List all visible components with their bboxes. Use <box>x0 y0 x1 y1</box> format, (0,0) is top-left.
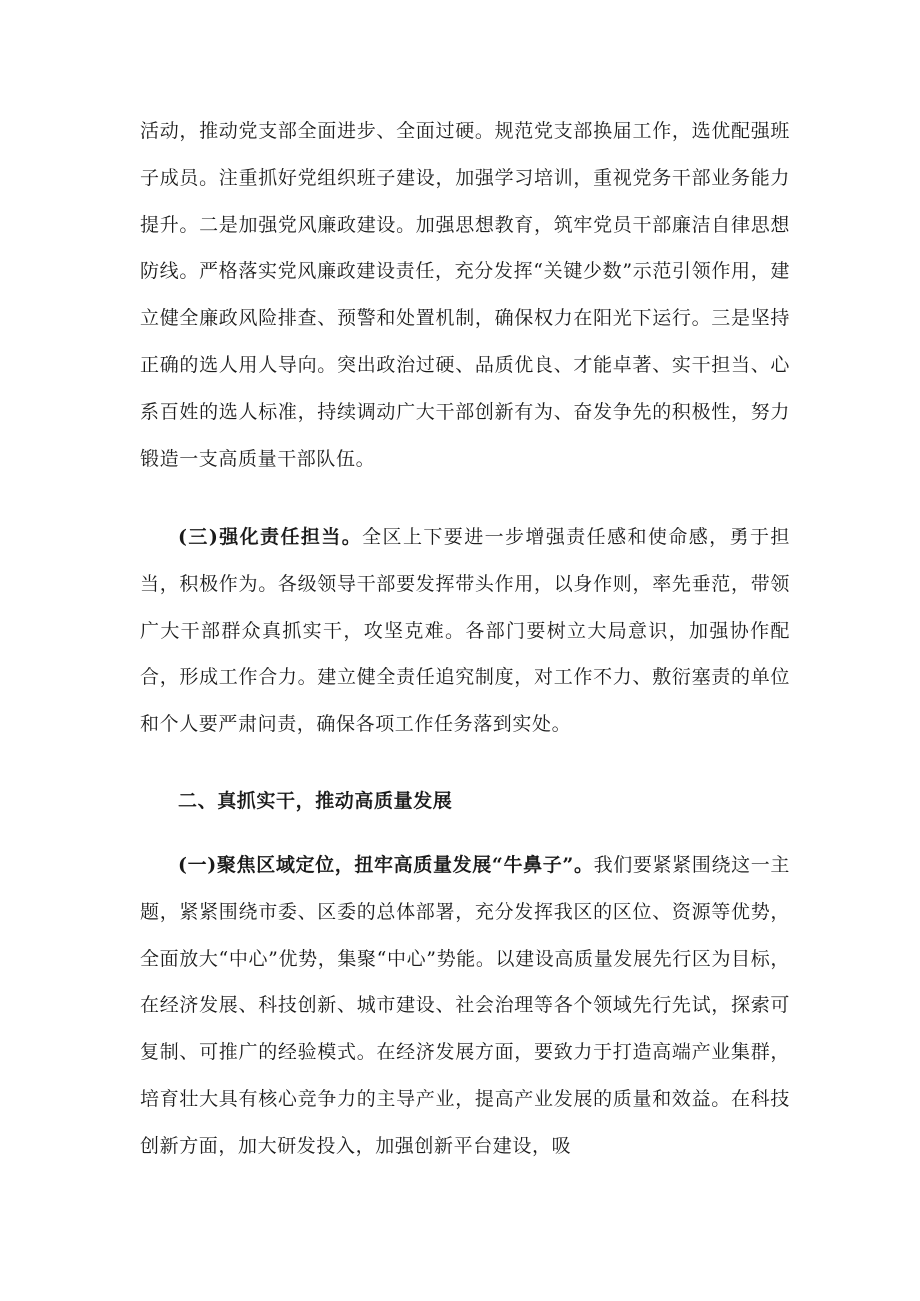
paragraph-continuation: 活动，推动党支部全面进步、全面过硬。规范党支部换届工作，选优配强班子成员。注重抓好党组织班子建设，加强学习培训，重视党务干部业务能力提升。二是加强党风廉政建设。加强思想教育，筑牢党员干部廉洁自律思想防线。严格落实党风廉政建设责任，充分发挥“关键少数”示范引领作用，建立健全廉政风险排查、预警和处置机制，确保权力在阳光下运行。三是坚持正确的选人用人导向。突出政治过硬、品质优良、才能卓著、实干担当、心系百姓的选人标准，持续调动广大干部创新有为、奋发争先的积极性，努力锻造一支高质量干部队伍。 <box>140 120 790 470</box>
paragraph-body-responsibility: 全区上下要进一步增强责任感和使命感，勇于担当，积极作为。各级领导干部要发挥带头作用，以身作则，率先垂范，带领广大干部群众真抓实干，攻坚克难。各部门要树立大局意识，加强协作配合，形成工作合力。建立健全责任追究制度，对工作不力、敷衍塞责的单位和个人要严肃问责，确保各项工作任务落到实处。 <box>140 526 790 736</box>
paragraph-responsibility <box>140 514 790 748</box>
section-heading: 二、真抓实干，推动高质量发展 <box>178 790 453 812</box>
paragraph-body-regional-positioning: 我们要紧紧围绕这一主题，紧紧围绕市委、区委的总体部署，充分发挥我区的区位、资源等优势，全面放大“中心”优势，集聚“中心”势能。以建设高质量发展先行区为目标，在经济发展、科技创新、城市建设、社会治理等各个领域先行先试，探索可复制、可推广的经验模式。在经济发展方面，要致力于打造高端产业集群，培育壮大具有核心竞争力的主导产业，提高产业发展的质量和效益。在科技创新方面，加大研发投入，加强创新平台建设，吸 <box>140 854 790 1157</box>
paragraph-lead-responsibility: (三)强化责任担当。 <box>178 526 363 548</box>
paragraph-regional-positioning <box>140 842 790 1170</box>
paragraph-lead-regional-positioning: (一)聚焦区域定位，扭牢高质量发展“牛鼻子”。 <box>178 854 594 876</box>
